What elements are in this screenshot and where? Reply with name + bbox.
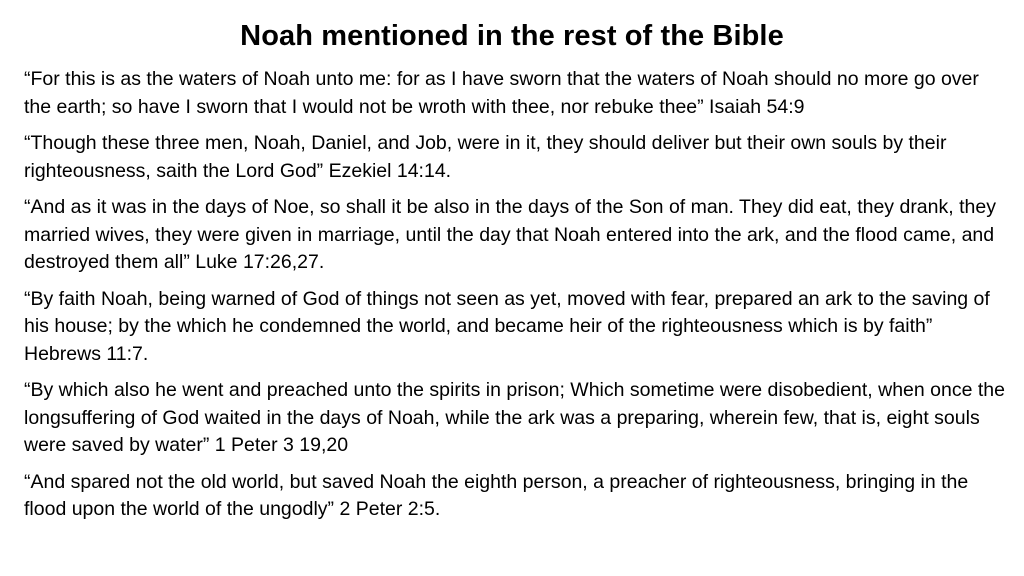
scripture-paragraph-1-peter: “By which also he went and preached unto the spirits in prison; Which sometime were disobedient, when once the longsuffering of God waited in the days of Noah, while the ark was a preparing, wherein few, that is, eight souls were saved by water” 1 Peter 3 19,20: [24, 379, 1005, 456]
scripture-paragraph-2-peter: “And spared not the old world, but saved Noah the eighth person, a preacher of righteousness, bringing in the flood upon the world of the ungodly” 2 Peter 2:5.: [24, 470, 969, 520]
slide-title: Noah mentioned in the rest of the Bible: [240, 20, 784, 52]
scripture-paragraph-luke: “And as it was in the days of Noe, so shall it be also in the days of the Son of man. They did eat, they drank, they married wives, they were given in marriage, until the day that Noah entered into the ark, and the flood came, and destroyed them all” Luke 17:26,27.: [24, 196, 996, 273]
slide-body: [24, 66, 1006, 533]
scripture-paragraph-isaiah: “For this is as the waters of Noah unto me: for as I have sworn that the waters of Noah should no more go over the earth; so have I sworn that I would not be wroth with thee, nor rebuke thee” Isaiah 54:9: [24, 68, 979, 118]
scripture-paragraph-hebrews: “By faith Noah, being warned of God of things not seen as yet, moved with fear, prepared an ark to the saving of his house; by the which he condemned the world, and became heir of the righteousness which is by faith” Hebrews 11:7.: [24, 287, 990, 365]
scripture-paragraph-ezekiel: “Though these three men, Noah, Daniel, and Job, were in it, they should deliver but their own souls by their righteousness, saith the Lord God” Ezekiel 14:14.: [24, 132, 947, 182]
